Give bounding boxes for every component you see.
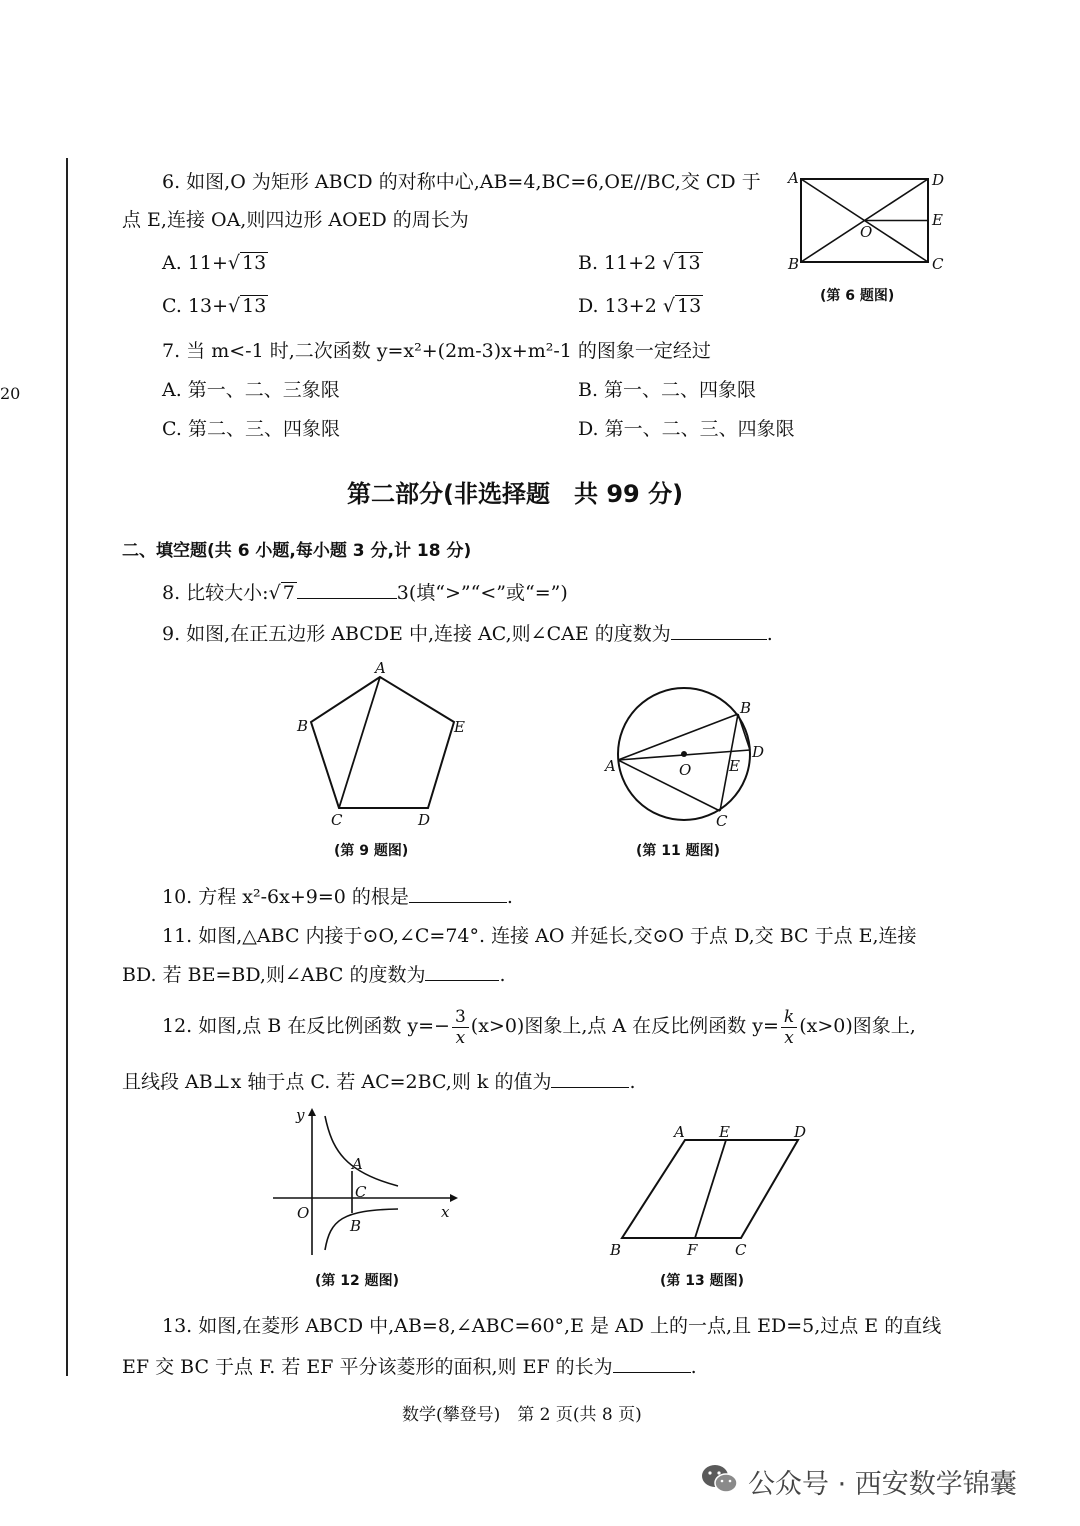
q11-segment-ac	[618, 760, 720, 811]
q6-option-c: C. 13+√ 13	[162, 295, 267, 317]
q13-label-e: E	[719, 1123, 730, 1141]
q12-label-b: B	[350, 1217, 362, 1235]
q9-label-c: C	[331, 811, 343, 829]
q6-stem-line1: 6. 如图,O 为矩形 ABCD 的对称中心,AB=4,BC=6,OE//BC,交 CD 于	[162, 171, 761, 193]
q12-y-arrow	[308, 1108, 316, 1116]
wechat-icon	[700, 1462, 740, 1500]
q12-fraction-2: $\frac{k}{x}$	[781, 1007, 797, 1048]
q12-label-y: y	[296, 1106, 305, 1124]
q9-segment-ac	[339, 677, 380, 808]
q6-option-b: B. 11+2 √ 13	[578, 252, 701, 274]
q12-fraction-1: $\frac{3}{x}$	[452, 1007, 469, 1048]
q7-option-b: B. 第一、二、四象限	[578, 379, 757, 401]
q11-label-a: A	[605, 757, 616, 775]
q12-stem-line2: 且线段 AB⊥x 轴于点 C. 若 AC=2BC,则 k 的值为 .	[122, 1071, 636, 1093]
q6-stem-line2: 点 E,连接 OA,则四边形 AOED 的周长为	[122, 209, 469, 231]
q6-label-o: O	[860, 223, 873, 241]
q11-label-c: C	[716, 812, 728, 830]
q13-answer-blank	[613, 1354, 691, 1373]
section2-heading: 二、填空题(共 6 小题,每小题 3 分,计 18 分)	[122, 541, 472, 561]
q11-figure-caption: (第 11 题图)	[636, 843, 721, 859]
q9-figure	[290, 655, 480, 840]
q11-segment-bd	[738, 714, 750, 750]
q6-option-d: D. 13+2 √ 13	[578, 295, 702, 317]
margin-rule	[66, 158, 68, 1376]
q6-label-d: D	[932, 171, 945, 189]
q9-label-a: A	[375, 659, 386, 677]
q12-curve-positive	[325, 1116, 398, 1186]
q7-option-d: D. 第一、二、三、四象限	[578, 418, 795, 440]
q9-stem: 9. 如图,在正五边形 ABCDE 中,连接 AC,则∠CAE 的度数为 .	[162, 623, 773, 645]
q9-pentagon	[311, 677, 454, 808]
q13-label-c: C	[735, 1241, 747, 1259]
q13-label-b: B	[610, 1241, 622, 1259]
q6-figure	[780, 165, 950, 280]
q6-label-e: E	[932, 211, 943, 229]
q12-label-c: C	[355, 1183, 367, 1201]
q6-label-a: A	[788, 169, 799, 187]
q10-answer-blank	[409, 884, 507, 903]
q12-figure-caption: (第 12 题图)	[315, 1273, 400, 1289]
q12-answer-blank	[551, 1069, 629, 1088]
q12-x-arrow	[450, 1194, 458, 1202]
q11-stem-line1: 11. 如图,△ABC 内接于⊙O,∠C=74°. 连接 AO 并延长,交⊙O 于点 D,交 BC 于点 E,连接	[162, 925, 917, 947]
part2-heading: 第二部分(非选择题 共 99 分)	[347, 480, 684, 508]
q13-label-a: A	[674, 1123, 685, 1141]
q9-answer-blank	[671, 621, 767, 640]
q11-segment-ab	[618, 714, 738, 760]
page-footer: 数学(攀登号) 第 2 页(共 8 页)	[402, 1405, 642, 1425]
q9-label-e: E	[454, 718, 465, 736]
q11-label-d: D	[752, 743, 765, 761]
q13-label-f: F	[687, 1241, 698, 1259]
q12-label-o: O	[297, 1204, 310, 1222]
q7-option-c: C. 第二、三、四象限	[162, 418, 340, 440]
q7-stem: 7. 当 m<-1 时,二次函数 y=x²+(2m-3)x+m²-1 的图象一定经过	[162, 340, 711, 362]
q6-label-b: B	[788, 255, 800, 273]
q13-segment-ef	[695, 1140, 726, 1238]
q13-stem-line2: EF 交 BC 于点 F. 若 EF 平分该菱形的面积,则 EF 的长为 .	[122, 1356, 697, 1378]
q13-stem-line1: 13. 如图,在菱形 ABCD 中,AB=8,∠ABC=60°,E 是 AD 上的一点,且 ED=5,过点 E 的直线	[162, 1315, 942, 1337]
q12-label-a: A	[352, 1155, 363, 1173]
q7-option-a: A. 第一、二、三象限	[162, 379, 340, 401]
q8-stem: 8. 比较大小:√ 7 3(填“>”“<”或“=”)	[162, 582, 568, 604]
q11-figure	[598, 680, 778, 830]
q11-label-b: B	[740, 699, 752, 717]
q11-label-o: O	[679, 761, 692, 779]
q11-label-e: E	[729, 757, 740, 775]
q9-figure-caption: (第 9 题图)	[334, 843, 409, 859]
q13-figure	[600, 1118, 820, 1263]
q10-stem: 10. 方程 x²-6x+9=0 的根是 .	[162, 886, 513, 908]
q13-label-d: D	[794, 1123, 807, 1141]
q9-label-d: D	[418, 811, 431, 829]
q13-figure-caption: (第 13 题图)	[660, 1273, 745, 1289]
q8-answer-blank	[297, 580, 397, 599]
q6-figure-caption: (第 6 题图)	[820, 288, 895, 304]
page-side-number: 20	[0, 384, 21, 403]
q11-answer-blank	[425, 962, 499, 981]
q12-curve-negative	[325, 1209, 398, 1250]
q11-center-dot	[681, 751, 687, 757]
q12-label-x: x	[441, 1203, 450, 1221]
q9-label-b: B	[297, 717, 309, 735]
q11-stem-line2: BD. 若 BE=BD,则∠ABC 的度数为 .	[122, 964, 506, 986]
q6-label-c: C	[932, 255, 944, 273]
q12-stem-line1: 12. 如图,点 B 在反比例函数 y=− $\frac{3}{x}$ (x>0)图象上,点 A 在反比例函数 y= $\frac{k}{x}$ (x>0)图象上,	[162, 1006, 916, 1048]
watermark-text: 公众号 · 西安数学锦囊	[748, 1469, 1017, 1500]
q6-option-a: A. 11+√ 13	[162, 252, 267, 274]
q12-figure	[270, 1100, 470, 1260]
